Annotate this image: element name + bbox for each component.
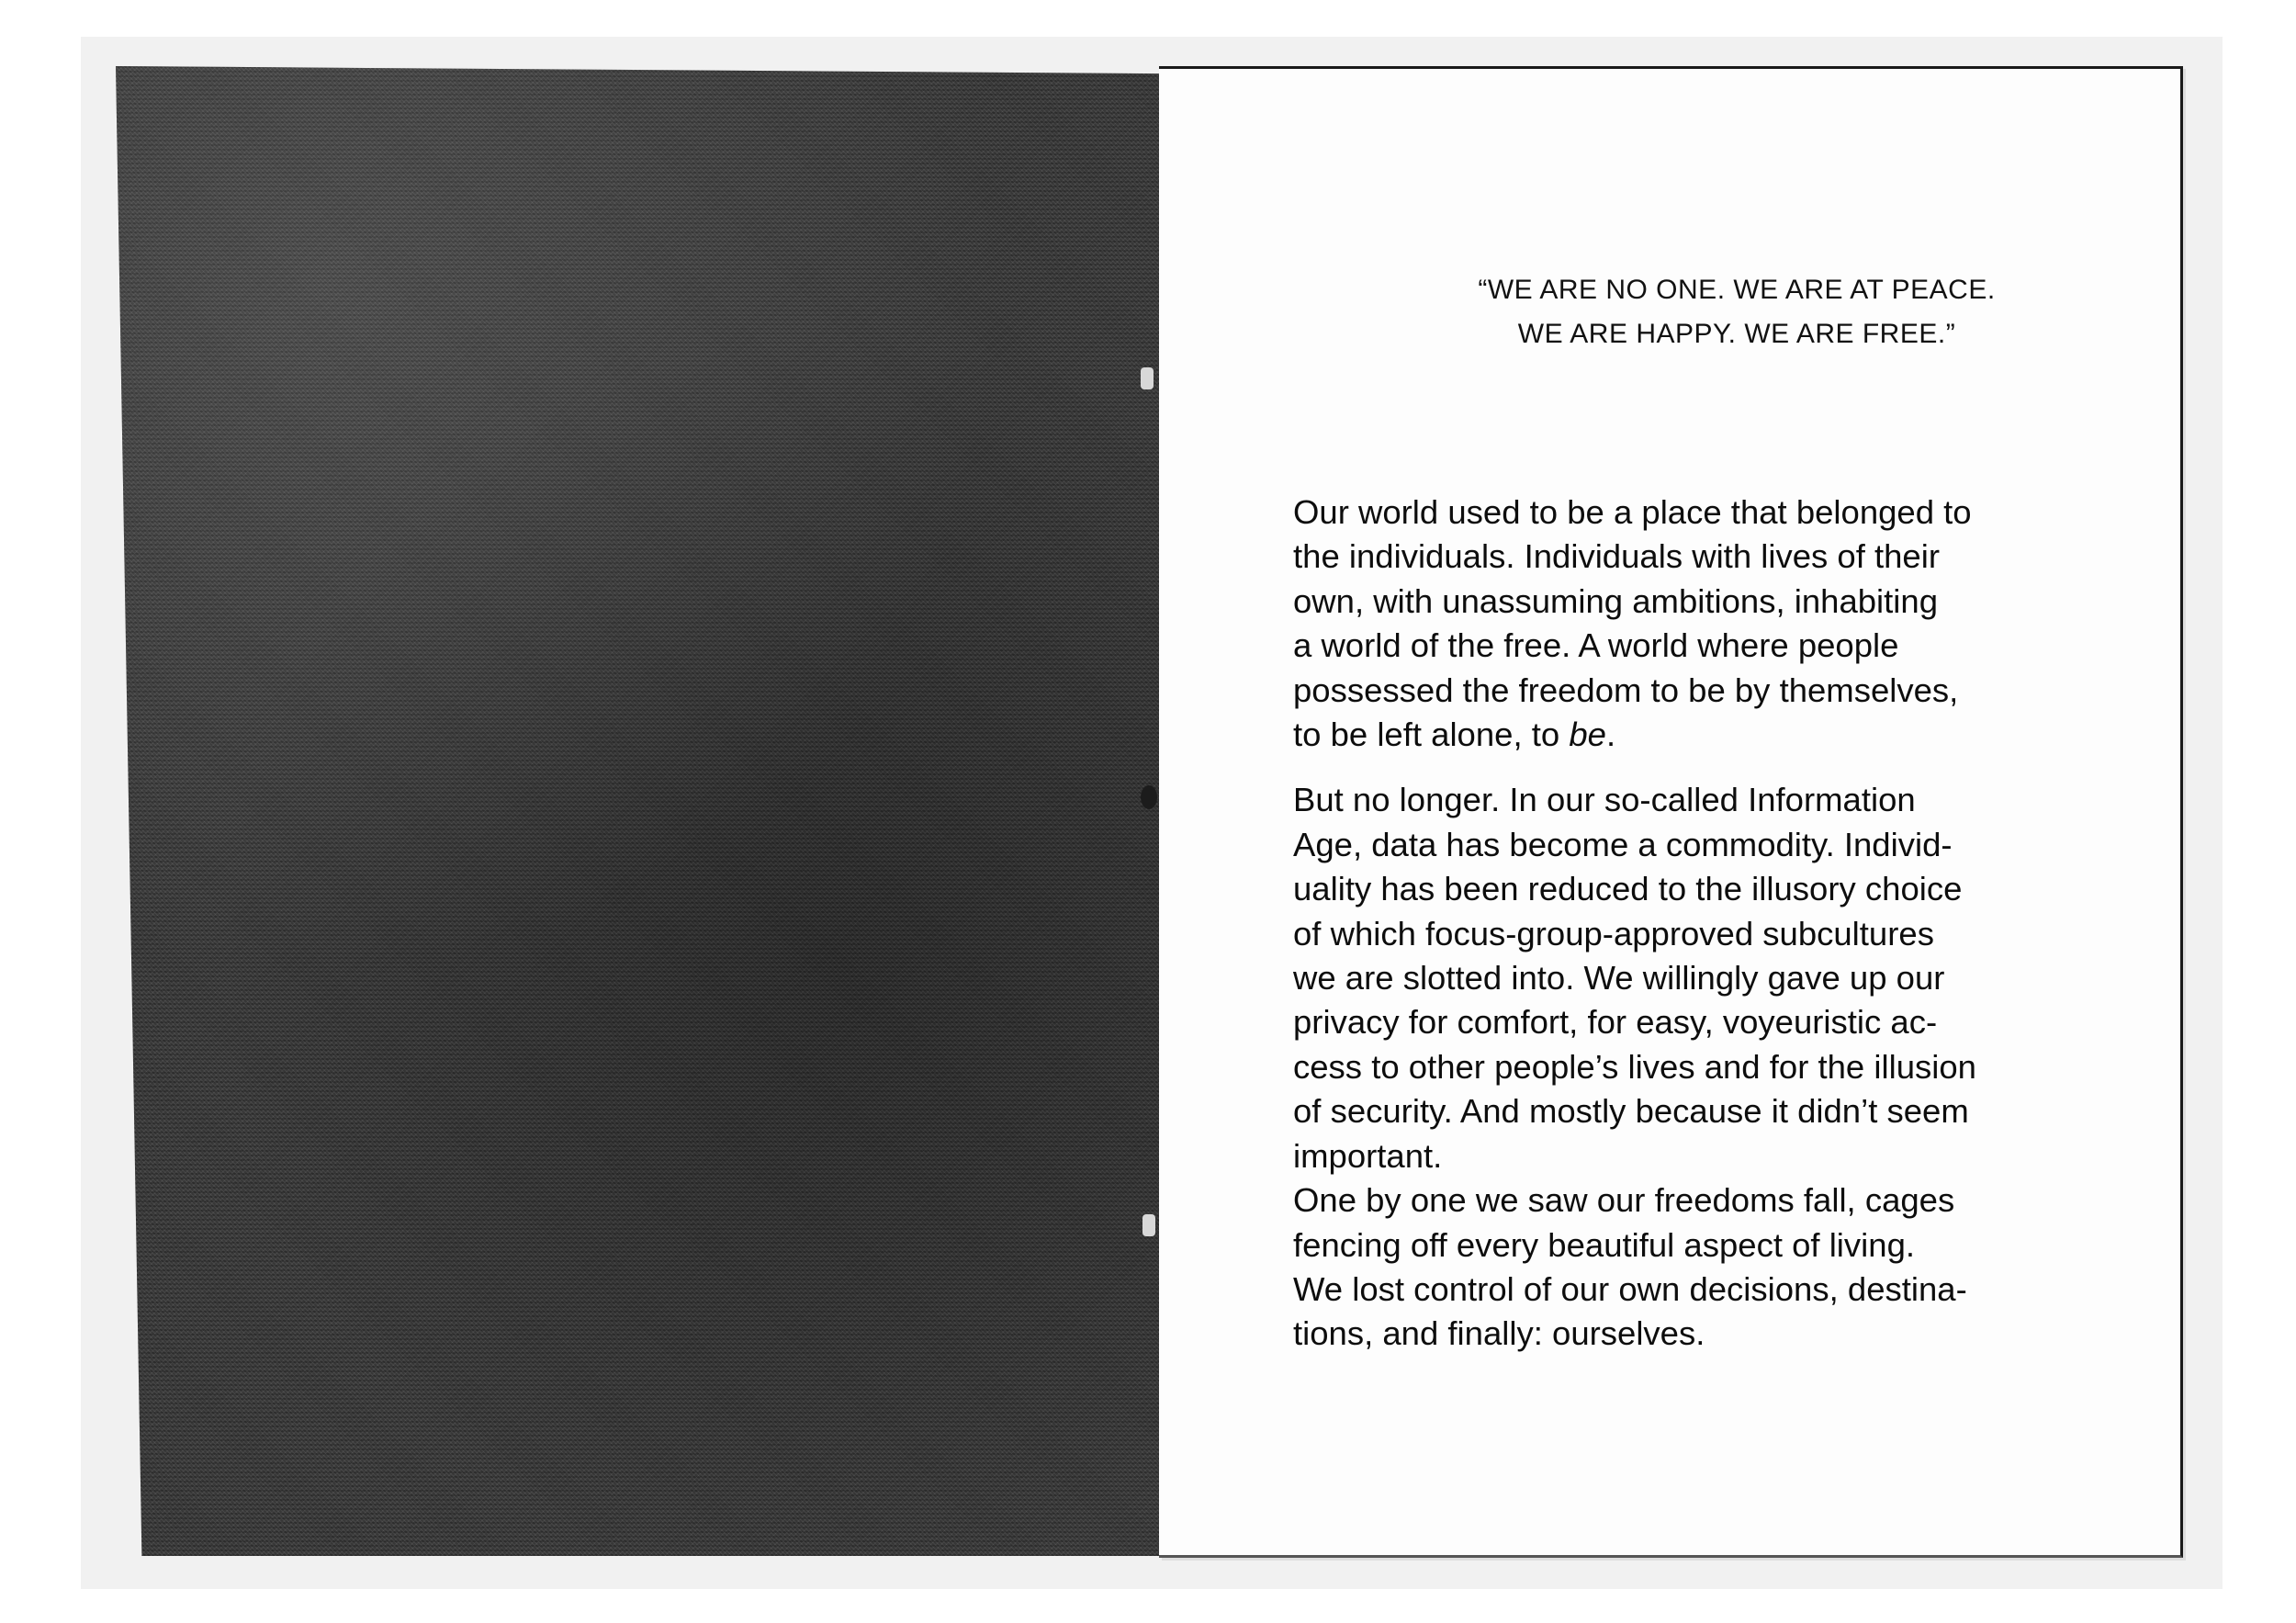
- paragraph-line: of which focus-group-approved subcultures: [1293, 914, 1934, 952]
- paragraph-line: own, with unassuming ambitions, inhabiting: [1293, 581, 1939, 620]
- quote-line-2: WE ARE HAPPY. WE ARE FREE.”: [1517, 319, 1956, 349]
- body-text: [1293, 490, 2101, 1357]
- paragraph-line: But no longer. In our so-called Information: [1293, 781, 1916, 819]
- epigraph-quote: [1159, 268, 2177, 356]
- staple-bottom: [1142, 1214, 1155, 1236]
- paragraph-line: important.: [1293, 1136, 1443, 1175]
- last-line-prefix: to be left alone, to: [1293, 716, 1570, 754]
- paragraph-1: [1293, 490, 2101, 757]
- paragraph-line: We lost control of our own decisions, destina-: [1293, 1269, 1967, 1308]
- paragraph-last-line: [1293, 713, 2101, 757]
- paragraph-line: possessed the freedom to be by themselves,: [1293, 671, 1959, 709]
- paragraph-line: of security. And mostly because it didn’t seem: [1293, 1092, 1969, 1131]
- paragraph-2: [1293, 778, 2101, 1356]
- quote-line-1: “WE ARE NO ONE. WE ARE AT PEACE.: [1478, 275, 1996, 305]
- paragraph-line: the individuals. Individuals with lives of their: [1293, 537, 1940, 576]
- paragraph-line: a world of the free. A world where people: [1293, 626, 1899, 665]
- paragraph-line: fencing off every beautiful aspect of living.: [1293, 1225, 1916, 1264]
- staple-top: [1141, 367, 1154, 389]
- paragraph-line: privacy for comfort, for easy, voyeuristic ac-: [1293, 1003, 1938, 1042]
- emphasis-be: be: [1569, 716, 1606, 754]
- paragraph-line: One by one we saw our freedoms fall, cages: [1293, 1181, 1955, 1220]
- paragraph-line: cess to other people’s lives and for the illusion: [1293, 1047, 1976, 1086]
- last-line-suffix: .: [1605, 716, 1616, 754]
- paragraph-line: we are slotted into. We willingly gave up our: [1293, 959, 1945, 997]
- paragraph-line: Our world used to be a place that belonged to: [1293, 493, 1972, 531]
- paragraph-line: tions, and finally: ourselves.: [1293, 1314, 1705, 1353]
- staple-middle: [1141, 785, 1157, 809]
- left-page-dark-print: [116, 66, 1159, 1556]
- paragraph-line: uality has been reduced to the illusory choice: [1293, 870, 1963, 908]
- paragraph-line: Age, data has become a commodity. Individ-: [1293, 825, 1953, 863]
